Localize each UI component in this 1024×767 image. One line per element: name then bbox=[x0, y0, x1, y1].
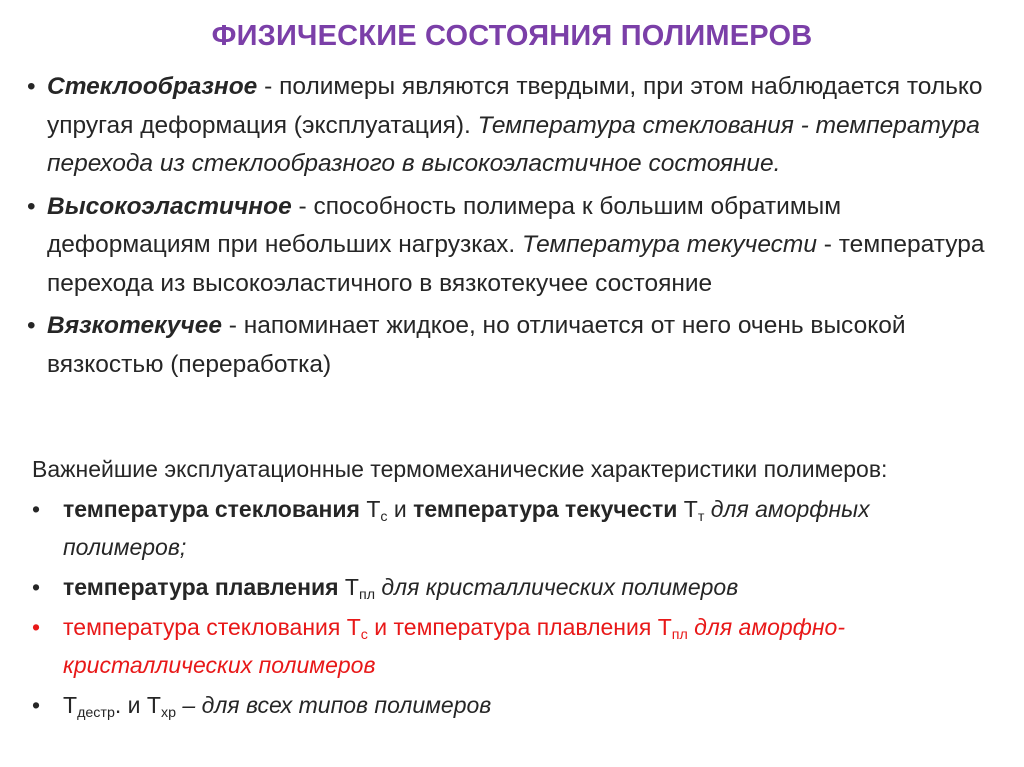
list-item-viscous bbox=[27, 307, 987, 384]
glass-temp-text: температура стеклования Т bbox=[63, 614, 361, 640]
bullet: • bbox=[32, 614, 41, 640]
subscript-pl: пл bbox=[671, 627, 688, 643]
term-elastic: Высокоэластичное bbox=[47, 192, 292, 220]
flow-temp-definition: - температура перехода из высокоэластичного в вязкотекучее состояние bbox=[47, 231, 985, 297]
bullet: • bbox=[27, 312, 36, 339]
term-viscous: Вязкотекучее bbox=[47, 312, 222, 339]
characteristics-section bbox=[32, 450, 992, 724]
amorphous-note: для аморфных полимеров; bbox=[63, 496, 870, 560]
bullet: • bbox=[27, 192, 36, 220]
symbol-t: Т bbox=[63, 692, 78, 718]
glass-temp-definition: Температура стеклования - температура перехода из стеклообразного в высокоэластичное состояние. bbox=[47, 111, 980, 177]
bullet: • bbox=[27, 73, 36, 100]
symbol-t: Т bbox=[677, 496, 698, 522]
list-item-glassy bbox=[27, 68, 987, 184]
bullet: • bbox=[32, 692, 41, 718]
subscript-t: т bbox=[697, 509, 705, 525]
characteristic-item-3 bbox=[32, 608, 992, 684]
conjunction: и bbox=[387, 496, 414, 522]
glass-temp-label: температура стеклования bbox=[63, 496, 360, 522]
symbol-t-second: . и Т bbox=[114, 692, 161, 718]
subscript-hr: хр bbox=[160, 705, 177, 721]
subscript-c: с bbox=[380, 509, 388, 525]
characteristic-item-1 bbox=[32, 490, 992, 566]
desc-elastic: - способность полимера к большим обратимым деформациям при небольших нагрузках. bbox=[47, 192, 842, 258]
term-glassy: Стеклообразное bbox=[47, 73, 258, 100]
melt-temp-text: и температура плавления Т bbox=[367, 614, 672, 640]
flow-temp-label: температура текучести bbox=[413, 496, 678, 522]
list-item-elastic bbox=[27, 188, 987, 304]
physical-states-list bbox=[27, 68, 987, 388]
subscript-pl: пл bbox=[358, 587, 376, 603]
bullet: • bbox=[32, 496, 41, 522]
bullet: • bbox=[32, 574, 41, 600]
characteristic-item-2 bbox=[32, 568, 992, 606]
symbol-t: Т bbox=[359, 496, 381, 522]
crystalline-note: для кристаллических полимеров bbox=[375, 574, 739, 600]
subscript-c: с bbox=[360, 627, 368, 643]
characteristic-item-4 bbox=[32, 686, 992, 724]
melt-temp-label: температура плавления bbox=[63, 574, 339, 600]
characteristics-intro: Важнейшие эксплуатационные термомеханические характеристики полимеров: bbox=[32, 456, 888, 482]
flow-temp-term: Температура текучести bbox=[521, 231, 817, 258]
subscript-destr: дестр bbox=[77, 705, 115, 721]
desc-viscous: - напоминает жидкое, но отличается от него очень высокой вязкостью (переработка) bbox=[47, 312, 906, 378]
amorphous-crystalline-note: для аморфно-кристаллических полимеров bbox=[63, 614, 845, 678]
symbol-t: Т bbox=[338, 574, 359, 600]
all-types-note: – для всех типов полимеров bbox=[176, 692, 492, 718]
slide-title: ФИЗИЧЕСКИЕ СОСТОЯНИЯ ПОЛИМЕРОВ bbox=[211, 20, 813, 52]
desc-glassy: - полимеры являются твердыми, при этом наблюдается только упругая деформация (эксплуатация). bbox=[47, 73, 983, 139]
